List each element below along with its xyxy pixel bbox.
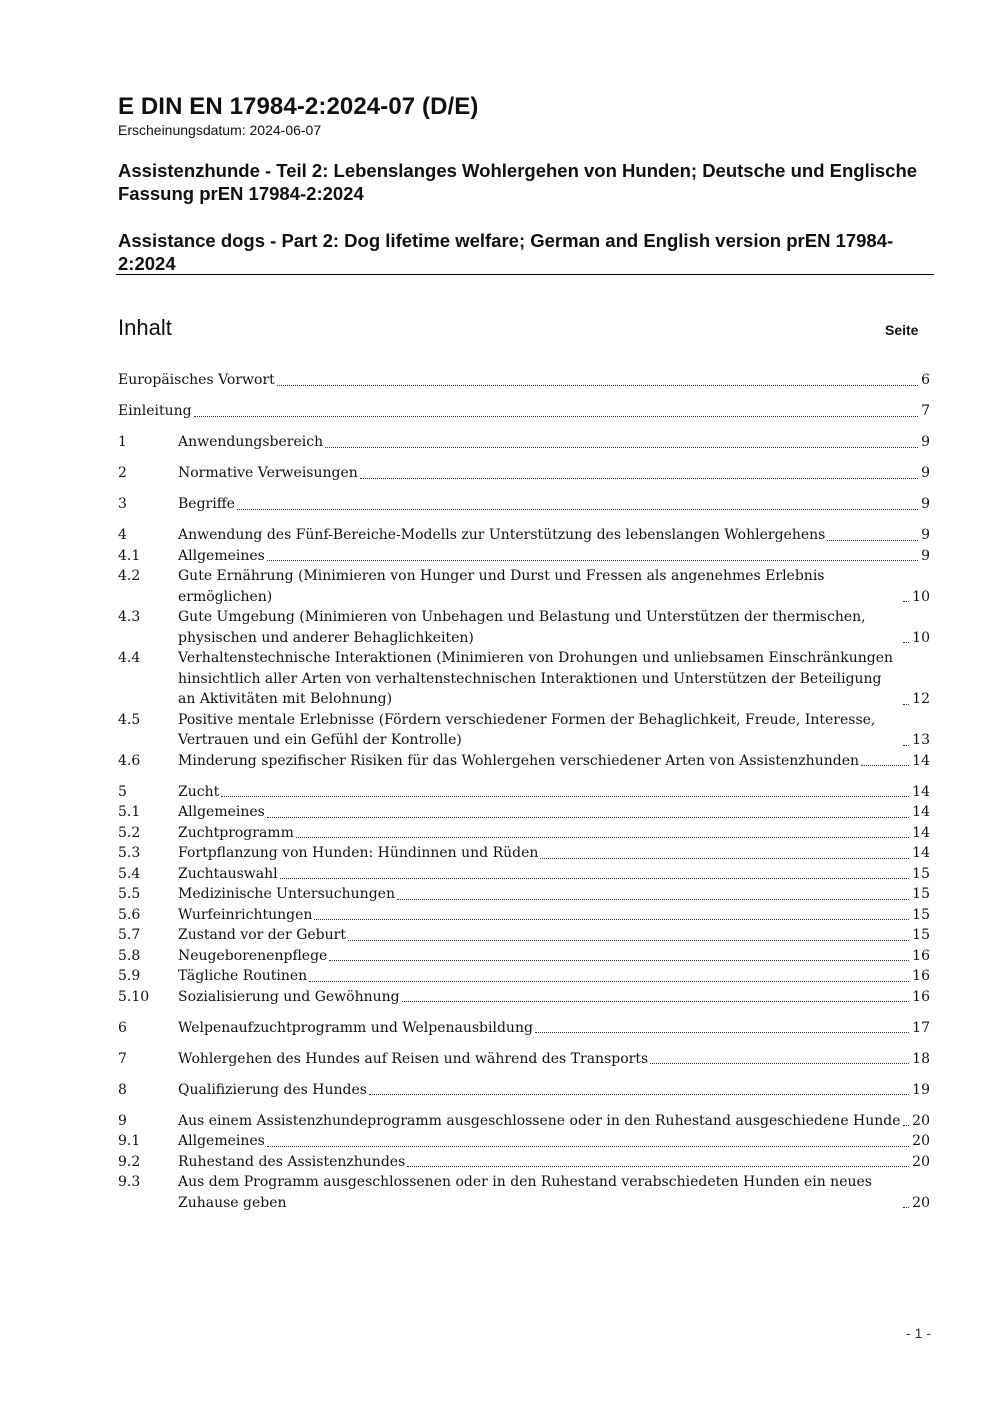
toc-entry-title: Neugeborenenpflege — [178, 947, 328, 964]
toc-entry-page: 20 — [912, 1153, 930, 1170]
toc-entry-number: 5.1 — [118, 804, 141, 820]
toc-entry[interactable] — [118, 905, 930, 926]
toc-entry-title: Zuchtauswahl — [178, 865, 278, 882]
toc-entry-number: 4.6 — [118, 752, 141, 769]
toc-entry[interactable] — [118, 823, 930, 844]
toc-entry-title: Positive mentale Erlebnisse (Fördern verschiedener Formen der Behaglichkeit, Freude, Interesse, Vertrauen und ein Gefühl der Kontrolle) — [178, 711, 876, 748]
toc-entry-number: 5.2 — [118, 824, 141, 841]
toc-entry-number: 5.6 — [118, 906, 141, 923]
toc-entry-number: 6 — [118, 1019, 127, 1036]
toc-dot-leader — [650, 1063, 909, 1064]
toc-dot-leader — [407, 1166, 909, 1167]
toc-entry[interactable] — [118, 843, 930, 864]
toc-entry-title: Zucht — [178, 783, 220, 800]
toc-entry-number: 3 — [118, 496, 127, 512]
toc-entry-page: 10 — [912, 629, 930, 646]
toc-entry-number: 2 — [118, 465, 127, 481]
title-german: Assistenzhunde - Teil 2: Lebenslanges Wohlergehen von Hunden; Deutsche und Englische Fassung prEN 17984-2:2024 — [118, 160, 918, 204]
toc-heading: Inhalt — [118, 315, 172, 340]
toc-entry[interactable] — [118, 463, 930, 484]
toc-entry-title: Wohlergehen des Hundes auf Reisen und während des Transports — [178, 1050, 649, 1067]
toc-dot-leader — [237, 509, 918, 510]
toc-entry-title: Anwendungsbereich — [178, 434, 324, 450]
toc-entry[interactable] — [118, 648, 930, 710]
toc-dot-leader — [267, 1146, 909, 1147]
toc-entry-title: Medizinische Untersuchungen — [178, 886, 395, 902]
toc-entry-page: 9 — [921, 527, 930, 543]
toc-dot-leader — [827, 540, 918, 541]
toc-entry-number: 9.3 — [118, 1174, 141, 1190]
toc-entry-number: 7 — [118, 1050, 127, 1067]
toc-entry[interactable] — [118, 1049, 930, 1070]
toc-entry[interactable] — [118, 432, 930, 453]
toc-dot-leader — [221, 796, 909, 797]
toc-entry-title: Fortpflanzung von Hunden: Hündinnen und Rüden — [178, 845, 539, 861]
toc-entry-page: 15 — [912, 865, 930, 882]
toc-entry-page: 13 — [912, 732, 930, 748]
toc-entry-title: Zuchtprogramm — [178, 824, 294, 841]
toc-entry-number: 4.3 — [118, 609, 141, 625]
toc-dot-leader — [267, 817, 909, 818]
toc-entry-title: Tägliche Routinen — [178, 968, 308, 984]
toc-entry-page: 20 — [912, 1194, 930, 1211]
toc-dot-leader — [267, 560, 918, 561]
table-of-contents — [118, 370, 930, 1213]
toc-entry-number: 5.3 — [118, 845, 141, 861]
toc-entry-title: Gute Umgebung (Minimieren von Unbehagen und Belastung und Unterstützen der thermischen, physischen und anderer Behaglichkeiten) — [178, 609, 866, 646]
toc-entry-title: Allgemeines — [178, 547, 265, 564]
toc-entry-page: 14 — [912, 804, 930, 820]
toc-entry-number: 5.7 — [118, 927, 141, 943]
toc-entry-title: Europäisches Vorwort — [118, 372, 275, 388]
toc-entry-number: 8 — [118, 1081, 127, 1098]
toc-entry-number: 5.5 — [118, 886, 141, 902]
toc-entry-page: 19 — [912, 1081, 930, 1098]
toc-entry[interactable] — [118, 401, 930, 422]
toc-entry[interactable] — [118, 546, 930, 567]
toc-entry-title: Zustand vor der Geburt — [178, 927, 346, 943]
toc-entry-page: 15 — [912, 906, 930, 923]
toc-entry-number: 5 — [118, 783, 127, 800]
toc-dot-leader — [369, 1094, 909, 1095]
toc-entry-title: Einleitung — [118, 403, 192, 419]
toc-entry-title: Normative Verweisungen — [178, 465, 358, 481]
toc-entry-page: 14 — [912, 824, 930, 841]
title-english: Assistance dogs - Part 2: Dog lifetime welfare; German and English version prEN 17984-2:2024 — [118, 230, 894, 274]
toc-entry-number: 5.8 — [118, 947, 141, 964]
toc-entry-page: 9 — [921, 496, 930, 512]
toc-entry-page: 15 — [912, 927, 930, 943]
toc-entry[interactable] — [118, 864, 930, 885]
toc-dot-leader — [314, 919, 909, 920]
toc-dot-leader — [540, 858, 909, 859]
toc-entry-title: Ruhestand des Assistenzhundes — [178, 1153, 406, 1170]
toc-entry-page: 6 — [921, 372, 930, 388]
toc-dot-leader — [280, 878, 910, 879]
toc-entry-page: 20 — [912, 1133, 930, 1149]
toc-dot-leader — [348, 940, 909, 941]
toc-entry[interactable] — [118, 1018, 930, 1039]
toc-dot-leader — [325, 447, 918, 448]
toc-entry[interactable] — [118, 566, 930, 607]
toc-dot-leader — [903, 1207, 909, 1208]
toc-entry-page: 14 — [912, 783, 930, 800]
toc-entry-number: 9.1 — [118, 1133, 141, 1149]
toc-dot-leader — [861, 765, 909, 766]
toc-dot-leader — [535, 1032, 909, 1033]
toc-entry[interactable] — [118, 1152, 930, 1173]
toc-entry[interactable] — [118, 987, 930, 1008]
toc-entry[interactable] — [118, 751, 930, 772]
toc-entry-title: Allgemeines — [178, 1133, 265, 1149]
toc-entry-title: Wurfeinrichtungen — [178, 906, 313, 923]
toc-entry-page: 18 — [912, 1050, 930, 1067]
toc-entry[interactable] — [118, 1131, 930, 1152]
toc-entry-title: Aus einem Assistenzhundeprogramm ausgeschlossene oder in den Ruhestand ausgeschiedene Hunde — [178, 1112, 901, 1129]
toc-dot-leader — [903, 642, 909, 643]
toc-entry-title: Verhaltenstechnische Interaktionen (Minimieren von Drohungen und unliebsamen Einschränkungen hinsichtlich aller Arten von verhaltenstechnischen Interaktionen und Unterstützen der Beteiligung an Aktivitäten mit Belohnung) — [178, 650, 894, 707]
toc-entry-page: 15 — [912, 886, 930, 902]
toc-dot-leader — [296, 837, 909, 838]
toc-entry-page: 10 — [912, 588, 930, 605]
toc-entry-page: 7 — [921, 403, 930, 419]
title-divider — [116, 274, 934, 275]
toc-entry-page: 14 — [912, 845, 930, 861]
toc-entry[interactable] — [118, 607, 930, 648]
toc-dot-leader — [397, 899, 909, 900]
toc-entry-page: 16 — [912, 988, 930, 1005]
toc-entry[interactable] — [118, 1172, 930, 1213]
toc-dot-leader — [903, 1125, 910, 1126]
toc-entry-title: Sozialisierung und Gewöhnung — [178, 988, 400, 1005]
toc-entry[interactable] — [118, 802, 930, 823]
toc-entry-number: 9.2 — [118, 1153, 141, 1170]
toc-entry[interactable] — [118, 710, 930, 751]
toc-entry-page: 9 — [921, 547, 930, 564]
toc-entry-number: 5.9 — [118, 968, 141, 984]
toc-entry[interactable] — [118, 966, 930, 987]
page-number: - 1 - — [906, 1325, 931, 1341]
toc-entry-title: Qualifizierung des Hundes — [178, 1081, 367, 1098]
toc-entry[interactable] — [118, 525, 930, 546]
toc-entry-title: Aus dem Programm ausgeschlossenen oder in den Ruhestand verabschiedeten Hunden ein neues Zuhause geben — [178, 1174, 872, 1211]
toc-dot-leader — [309, 981, 909, 982]
toc-entry-number: 4.5 — [118, 711, 141, 728]
toc-entry[interactable] — [118, 782, 930, 803]
toc-dot-leader — [903, 601, 909, 602]
toc-entry[interactable] — [118, 1111, 930, 1132]
toc-dot-leader — [360, 478, 918, 479]
toc-entry-title: Anwendung des Fünf-Bereiche-Modells zur Unterstützung des lebenslangen Wohlergehens — [178, 527, 826, 543]
publication-date: Erscheinungsdatum: 2024-06-07 — [118, 122, 322, 138]
toc-entry-page: 14 — [912, 752, 930, 769]
toc-entry-number: 4.2 — [118, 568, 141, 584]
toc-entry-title: Begriffe — [178, 496, 235, 512]
toc-entry[interactable] — [118, 1080, 930, 1101]
toc-entry-page: 17 — [912, 1019, 930, 1036]
toc-entry-number: 1 — [118, 434, 127, 450]
toc-dot-leader — [194, 416, 919, 417]
toc-entry-page: 16 — [912, 968, 930, 984]
toc-entry-number: 9 — [118, 1112, 127, 1129]
toc-entry-page: 9 — [921, 465, 930, 481]
toc-entry[interactable] — [118, 946, 930, 967]
toc-entry-page: 20 — [912, 1112, 930, 1129]
toc-entry-number: 5.10 — [118, 988, 150, 1005]
toc-entry-page: 16 — [912, 947, 930, 964]
toc-dot-leader — [903, 704, 909, 705]
toc-dot-leader — [277, 385, 918, 386]
toc-entry-title: Minderung spezifischer Risiken für das Wohlergehen verschiedener Arten von Assistenzhunden — [178, 752, 859, 769]
toc-entry[interactable] — [118, 925, 930, 946]
toc-entry-number: 4 — [118, 527, 127, 543]
toc-entry[interactable] — [118, 884, 930, 905]
page-column-label: Seite — [885, 322, 919, 338]
toc-entry[interactable] — [118, 370, 930, 391]
toc-dot-leader — [402, 1001, 910, 1002]
toc-entry-number: 4.4 — [118, 650, 141, 666]
document-title: E DIN EN 17984-2:2024-07 (D/E) — [118, 93, 479, 120]
toc-entry-title: Welpenaufzuchtprogramm und Welpenausbildung — [178, 1019, 533, 1036]
toc-dot-leader — [329, 960, 909, 961]
toc-entry-page: 9 — [921, 434, 930, 450]
toc-entry-title: Gute Ernährung (Minimieren von Hunger und Durst und Fressen als angenehmes Erlebnis ermöglichen) — [178, 568, 825, 605]
toc-entry-number: 5.4 — [118, 865, 141, 882]
toc-entry-page: 12 — [912, 691, 930, 707]
toc-entry[interactable] — [118, 494, 930, 515]
toc-entry-number: 4.1 — [118, 547, 141, 564]
toc-entry-title: Allgemeines — [178, 804, 265, 820]
toc-dot-leader — [903, 745, 909, 746]
